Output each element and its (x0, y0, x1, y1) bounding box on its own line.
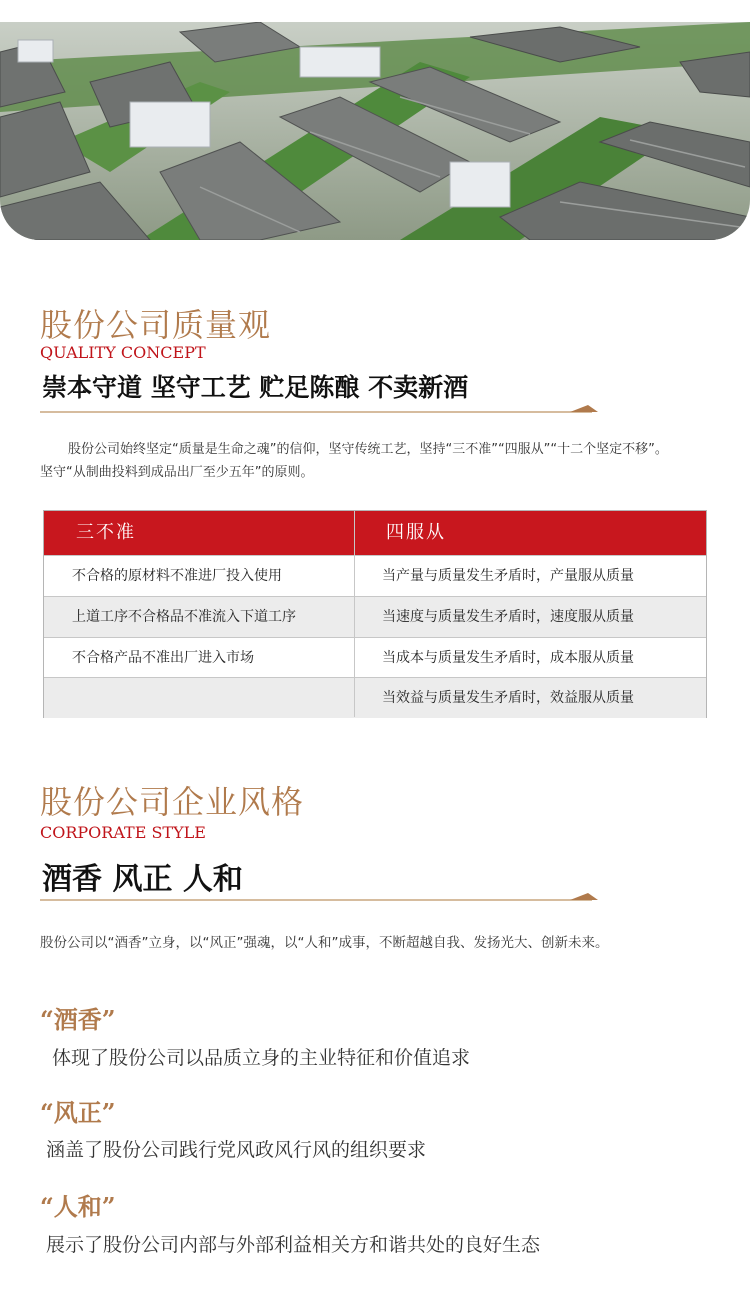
table-column-divider-overlay (354, 511, 355, 717)
table-header-san-bu-zhun: 三不准 (76, 522, 136, 543)
table-row (44, 677, 706, 718)
table-row (44, 596, 706, 637)
section1-slogan: 崇本守道 坚守工艺 贮足陈酿 不卖新酒 (42, 373, 469, 402)
section1-intro-line2: 坚守“从制曲投料到成品出厂至少五年”的原则。 (40, 465, 314, 480)
section1-divider (40, 402, 600, 422)
table-cell: 不合格的原材料不准进厂投入使用 (72, 568, 282, 584)
item-title-jiu-xiang: “酒香” (40, 1005, 116, 1034)
section2-intro: 股份公司以“酒香”立身，以“风正”强魂，以“人和”成事，不断超越自我、发扬光大、创新未来。 (40, 935, 609, 951)
section2-subtitle: CORPORATE STYLE (40, 823, 206, 842)
item-text-jiu-xiang: 体现了股份公司以品质立身的主业特征和价值追求 (52, 1047, 471, 1069)
item-title-feng-zheng: “风正” (40, 1098, 116, 1127)
table-header-si-fu-cong: 四服从 (386, 522, 446, 543)
section1-subtitle: QUALITY CONCEPT (40, 343, 206, 362)
section2-slogan: 酒香 风正 人和 (42, 862, 243, 897)
table-cell: 当速度与质量发生矛盾时，速度服从质量 (382, 609, 634, 625)
item-text-feng-zheng: 涵盖了股份公司践行党风政风行风的组织要求 (46, 1139, 427, 1161)
section2-title: 股份公司企业风格 (40, 783, 305, 821)
table-header-row (44, 511, 706, 555)
table-row (44, 637, 706, 678)
item-title-ren-he: “人和” (40, 1192, 116, 1221)
section1-title: 股份公司质量观 (40, 306, 272, 344)
table-cell: 当产量与质量发生矛盾时，产量服从质量 (382, 568, 634, 584)
section1-intro (40, 438, 720, 484)
hero-aerial-photo (0, 22, 750, 240)
section1-intro-line1: 股份公司始终坚定“质量是生命之魂”的信仰，坚守传统工艺，坚持“三不准”“四服从”“十二个坚定不移”。 (68, 442, 668, 457)
table-cell: 上道工序不合格品不准流入下道工序 (72, 609, 296, 625)
table-cell: 当成本与质量发生矛盾时，成本服从质量 (382, 650, 634, 666)
section2-divider (40, 890, 600, 910)
table-row (44, 555, 706, 596)
quality-table (43, 510, 707, 718)
table-cell: 不合格产品不准出厂进入市场 (72, 650, 254, 666)
table-cell: 当效益与质量发生矛盾时，效益服从质量 (382, 690, 634, 706)
item-text-ren-he: 展示了股份公司内部与外部利益相关方和谐共处的良好生态 (46, 1234, 541, 1256)
